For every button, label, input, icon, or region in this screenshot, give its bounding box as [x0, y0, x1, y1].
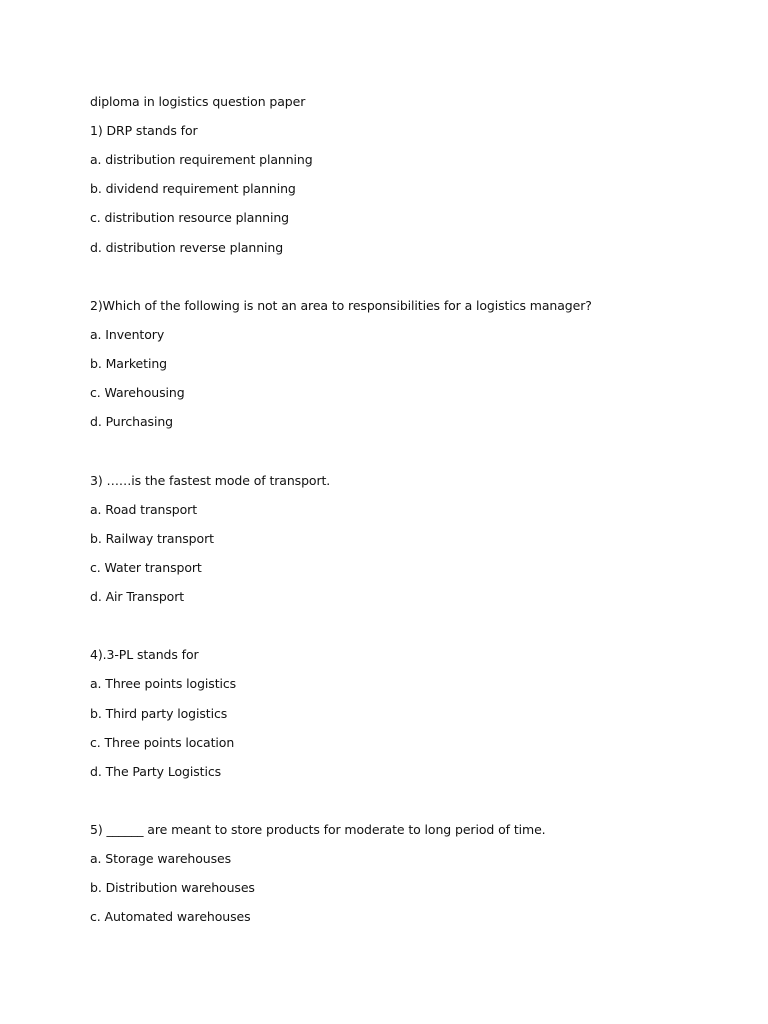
question-4-option-d: d. The Party Logistics: [90, 764, 222, 779]
question-1-option-c: c. distribution resource planning: [90, 210, 290, 225]
question-3-option-d: d. Air Transport: [90, 589, 185, 604]
question-2-option-c: c. Warehousing: [90, 385, 185, 400]
question-4-option-c: c. Three points location: [90, 735, 235, 750]
question-1-option-a: a. distribution requirement planning: [90, 152, 313, 167]
question-4-option-a: a. Three points logistics: [90, 676, 237, 691]
question-4-option-b: b. Third party logistics: [90, 706, 228, 721]
question-3: 3) ……is the fastest mode of transport.: [90, 473, 331, 488]
document-title: diploma in logistics question paper: [90, 94, 306, 109]
question-3-option-b: b. Railway transport: [90, 531, 214, 546]
question-2-option-d: d. Purchasing: [90, 414, 173, 429]
question-4: 4).3-PL stands for: [90, 647, 199, 662]
question-5-option-c: c. Automated warehouses: [90, 909, 251, 924]
question-2-option-b: b. Marketing: [90, 356, 167, 371]
question-5-option-b: b. Distribution warehouses: [90, 880, 255, 895]
question-3-option-a: a. Road transport: [90, 502, 198, 517]
question-1: 1) DRP stands for: [90, 123, 198, 138]
question-2-option-a: a. Inventory: [90, 327, 165, 342]
question-5: 5) ______ are meant to store products for moderate to long period of time.: [90, 822, 546, 837]
question-1-option-b: b. dividend requirement planning: [90, 181, 296, 196]
question-5-option-a: a. Storage warehouses: [90, 851, 232, 866]
question-1-option-d: d. distribution reverse planning: [90, 240, 284, 255]
question-2: 2)Which of the following is not an area to responsibilities for a logistics manager?: [90, 298, 592, 313]
question-3-option-c: c. Water transport: [90, 560, 202, 575]
